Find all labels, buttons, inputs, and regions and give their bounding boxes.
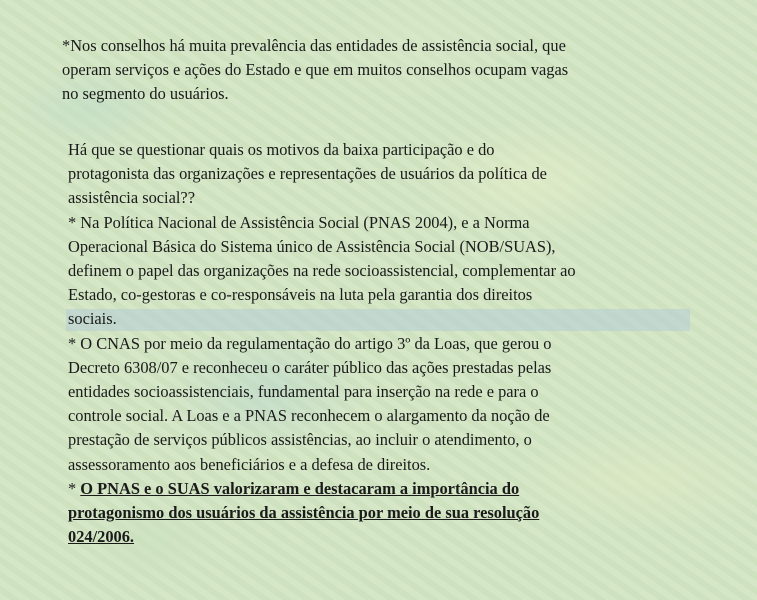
text-line: protagonista das organizações e representações de usuários da política de <box>68 164 547 184</box>
text-line: definem o papel das organizações na rede socioassistencial, complementar ao <box>68 261 576 281</box>
text-line: * Na Política Nacional de Assistência Social (PNAS 2004), e a Norma <box>68 212 530 232</box>
text-line: no segmento do usuários. <box>62 84 229 104</box>
text-line: *Nos conselhos há muita prevalência das entidades de assistência social, que <box>62 36 566 55</box>
bullet-prefix: * <box>68 478 81 498</box>
text-line: sociais. <box>68 309 117 329</box>
cnas-paragraph <box>68 332 708 477</box>
suas-paragraph <box>68 477 708 550</box>
text-line: entidades socioassistenciais, fundamental para inserção na rede e para o <box>68 382 539 402</box>
question-paragraph <box>68 138 708 211</box>
intro-paragraph <box>62 34 702 107</box>
text-line: Estado, co-gestoras e co-responsáveis na luta pela garantia dos direitos <box>68 285 533 305</box>
emphasis-text: protagonismo dos usuários da assistência por meio de sua resolução <box>68 503 540 523</box>
text-line: prestação de serviços públicos assistências, ao incluir o atendimento, o <box>68 430 532 450</box>
text-line: assessoramento aos beneficiários e a defesa de direitos. <box>68 454 431 474</box>
text-line: Operacional Básica do Sistema único de Assistência Social (NOB/SUAS), <box>68 236 556 256</box>
text-line: operam serviços e ações do Estado e que em muitos conselhos ocupam vagas <box>62 60 569 80</box>
emphasis-text: 024/2006. <box>68 527 135 547</box>
text-line: controle social. A Loas e a PNAS reconhecem o alargamento da noção de <box>68 406 550 426</box>
main-text <box>68 138 708 549</box>
text-line: * O CNAS por meio da regulamentação do artigo 3º da Loas, que gerou o <box>68 333 552 353</box>
text-line: Há que se questionar quais os motivos da baixa participação e do <box>68 140 495 159</box>
emphasis-text: O PNAS e o SUAS valorizaram e destacaram a importância do <box>80 478 520 498</box>
text-line: assistência social?? <box>68 188 195 208</box>
text-line <box>68 477 708 501</box>
text-line <box>68 525 708 549</box>
text-line: Decreto 6308/07 e reconheceu o caráter público das ações prestadas pelas <box>68 357 552 377</box>
pnas-paragraph <box>68 211 708 332</box>
